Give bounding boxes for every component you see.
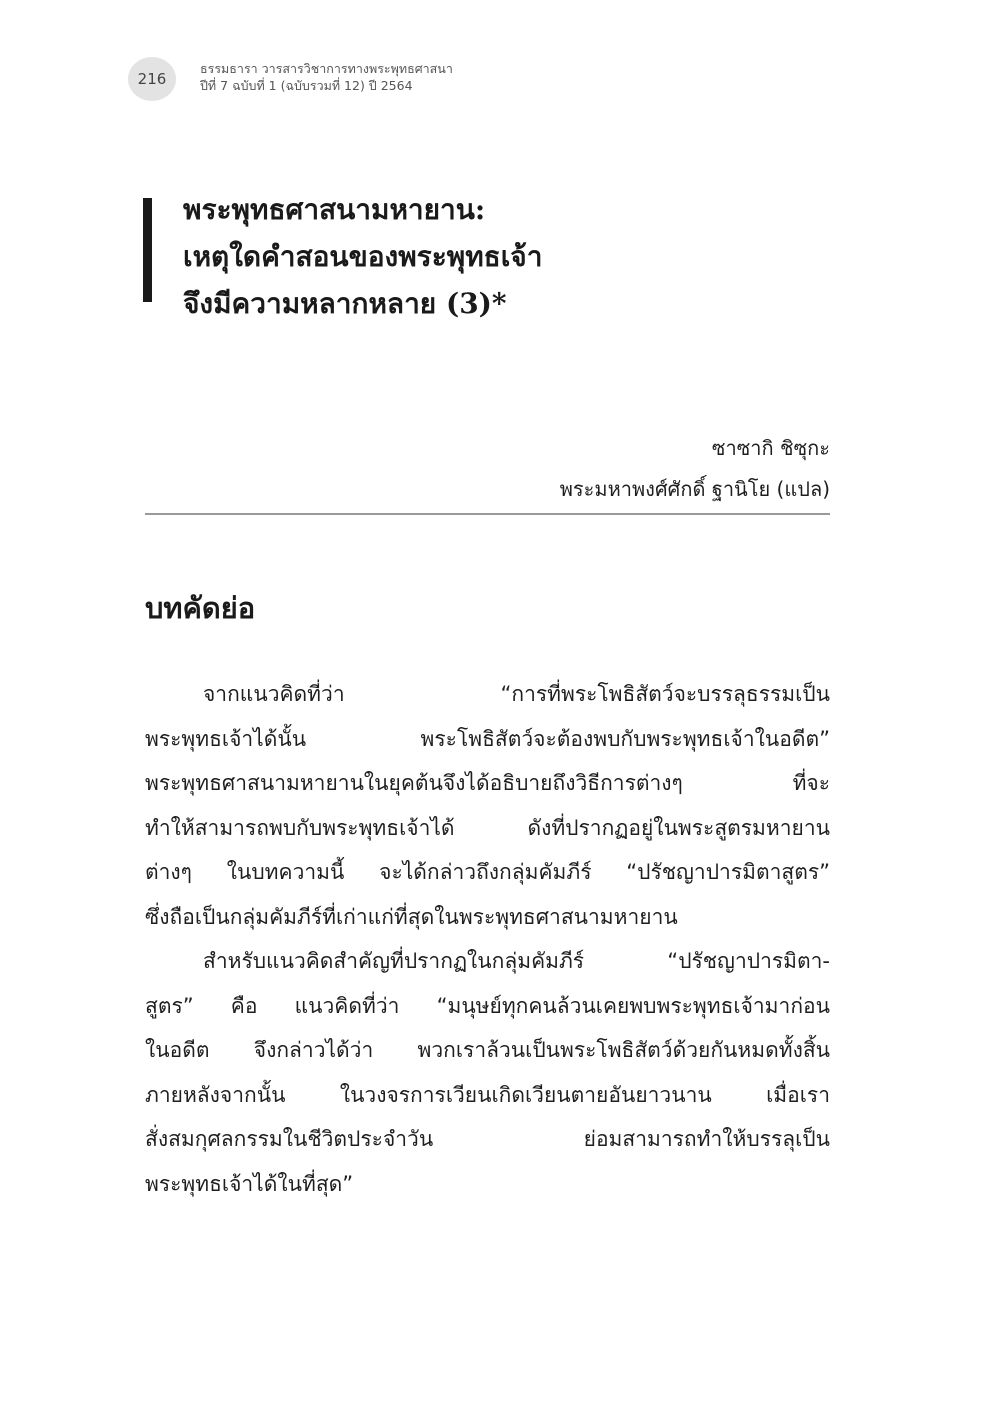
author-block xyxy=(560,428,830,510)
abstract-line: ในอดีต จึงกล่าวได้ว่า พวกเราล้วนเป็นพระโพธิสัตว์ด้วยกันหมดทั้งสิ้น xyxy=(145,1038,830,1062)
abstract-line: สั่งสมกุศลกรรมในชีวิตประจำวัน ย่อมสามารถทำให้บรรลุเป็น xyxy=(145,1127,830,1151)
abstract-line: จากแนวคิดที่ว่า “การที่พระโพธิสัตว์จะบรรลุธรรมเป็น xyxy=(203,682,830,706)
translator-name: พระมหาพงศ์ศักดิ์ ฐานิโย (แปล) xyxy=(559,477,830,501)
abstract-line: ทำให้สามารถพบกับพระพุทธเจ้าได้ ดังที่ปรากฏอยู่ในพระสูตรมหายาน xyxy=(145,815,830,840)
abstract-line: สำหรับแนวคิดสำคัญที่ปรากฏในกลุ่มคัมภีร์ “ปรัชญาปารมิตา- xyxy=(203,949,830,973)
running-header xyxy=(200,60,453,94)
author-name: ซาซากิ ชิซุกะ xyxy=(711,436,830,460)
abstract-line: พระพุทธเจ้าได้นั้น พระโพธิสัตว์จะต้องพบกับพระพุทธเจ้าในอดีต” xyxy=(145,726,830,751)
divider xyxy=(145,513,830,515)
page-number: 216 xyxy=(137,70,167,88)
title-accent-bar xyxy=(143,198,152,302)
title-line: พระพุทธศาสนามหายาน: xyxy=(183,193,486,226)
abstract-line: พระพุทธเจ้าได้ในที่สุด” xyxy=(145,1171,354,1196)
journal-title: ธรรมธารา วารสารวิชาการทางพระพุทธศาสนา xyxy=(200,61,453,76)
journal-issue: ปีที่ 7 ฉบับที่ 1 (ฉบับรวมที่ 12) ปี 2564 xyxy=(200,78,413,93)
abstract-line: ภายหลังจากนั้น ในวงจรการเวียนเกิดเวียนตายอันยาวนาน เมื่อเรา xyxy=(145,1082,830,1107)
page-number-badge xyxy=(128,57,176,101)
abstract-line: สูตร” คือ แนวคิดที่ว่า “มนุษย์ทุกคนล้วนเคยพบพระพุทธเจ้ามาก่อน xyxy=(145,993,830,1018)
abstract-line: ซึ่งถือเป็นกลุ่มคัมภีร์ที่เก่าแก่ที่สุดในพระพุทธศาสนามหายาน xyxy=(145,904,678,929)
abstract-line: ต่างๆ ในบทความนี้ จะได้กล่าวถึงกลุ่มคัมภีร์ “ปรัชญาปารมิตาสูตร” xyxy=(145,860,830,884)
abstract-body xyxy=(145,672,830,1206)
abstract-line: พระพุทธศาสนามหายานในยุคต้นจึงได้อธิบายถึงวิธีการต่างๆ ที่จะ xyxy=(145,771,830,795)
title-line: เหตุใดคำสอนของพระพุทธเจ้า xyxy=(183,240,543,273)
article-title xyxy=(183,186,542,327)
title-line: จึงมีความหลากหลาย (3)* xyxy=(183,287,507,320)
abstract-heading: บทคัดย่อ xyxy=(145,591,256,625)
